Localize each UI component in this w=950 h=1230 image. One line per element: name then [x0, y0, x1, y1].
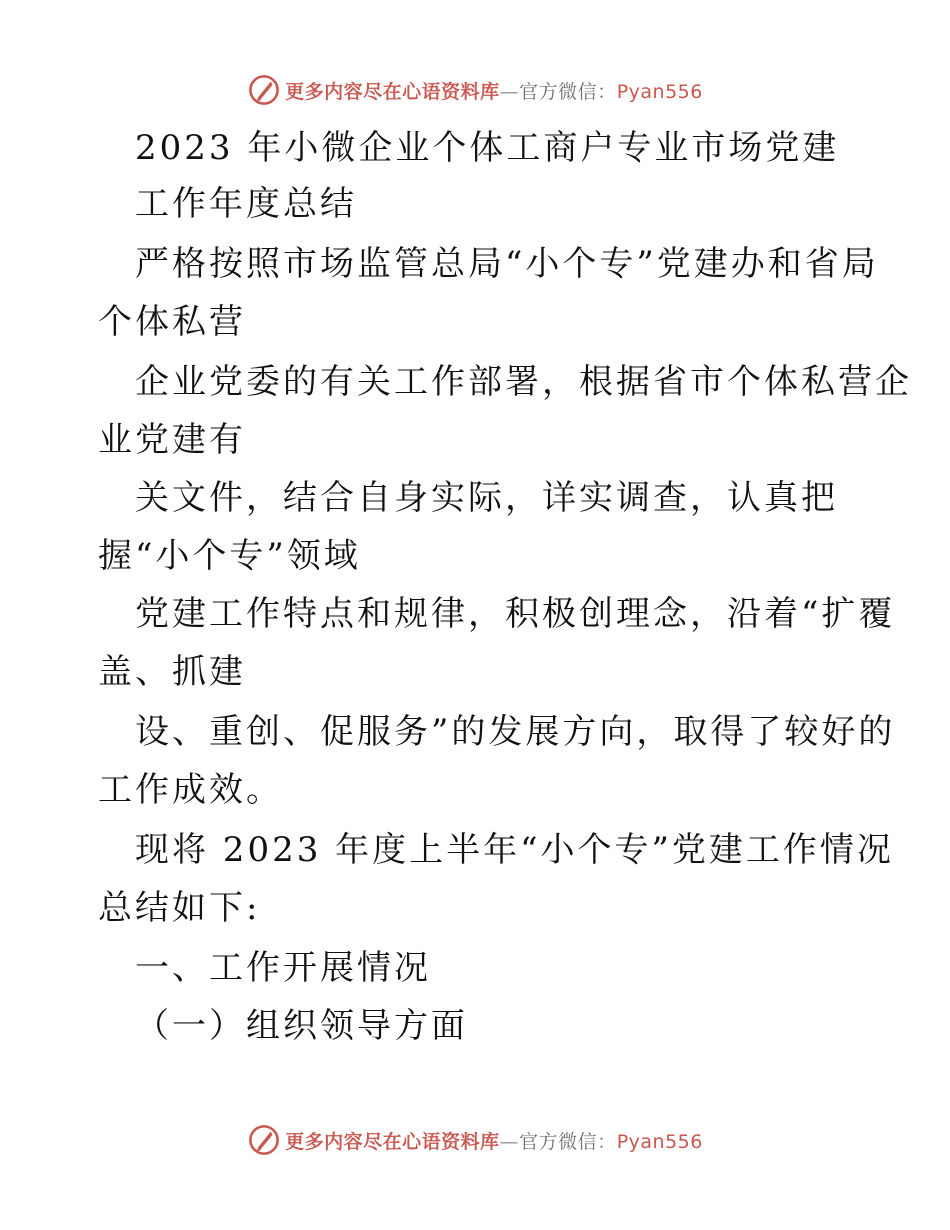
- paragraph-line: 盖、抓建: [98, 652, 246, 692]
- watermark-site: 更多内容尽在心语资料库: [285, 1130, 500, 1153]
- paragraph-line: 现将 2023 年度上半年“小个专”党建工作情况: [135, 830, 894, 870]
- paragraph-line: 工作成效。: [98, 770, 283, 810]
- paragraph-line: 企业党委的有关工作部署，根据省市个体私营企: [135, 362, 912, 402]
- watermark-separator: —: [499, 1130, 520, 1153]
- section-heading: 一、工作开展情况: [135, 948, 431, 988]
- doc-title-line-1: 2023 年小微企业个体工商户专业市场党建: [135, 128, 840, 168]
- paragraph-line: 总结如下:: [98, 888, 261, 928]
- watermark-site: 更多内容尽在心语资料库: [285, 80, 500, 103]
- quill-logo-icon: [247, 1123, 281, 1157]
- quill-logo-icon: [247, 73, 281, 107]
- header-watermark: [0, 70, 950, 110]
- subsection-heading: （一）组织领导方面: [135, 1006, 468, 1046]
- doc-title-line-2: 工作年度总结: [135, 184, 357, 224]
- paragraph-line: 党建工作特点和规律，积极创理念，沿着“扩覆: [135, 594, 896, 634]
- paragraph-line: 严格按照市场监管总局“小个专”党建办和省局: [135, 244, 879, 284]
- paragraph-line: 业党建有: [98, 420, 246, 460]
- paragraph-line: 设、重创、促服务”的发展方向，取得了较好的: [135, 712, 896, 752]
- watermark-label: 官方微信：: [519, 1130, 617, 1153]
- watermark-label: 官方微信：: [519, 80, 617, 103]
- footer-watermark: [0, 1120, 950, 1160]
- paragraph-line: 握“小个专”领域: [98, 536, 361, 576]
- paragraph-line: 关文件，结合自身实际，详实调查，认真把: [135, 478, 838, 518]
- paragraph-line: 个体私营: [98, 302, 246, 342]
- watermark-account: Pyan556: [616, 80, 703, 103]
- watermark-account: Pyan556: [616, 1130, 703, 1153]
- watermark-separator: —: [499, 80, 520, 103]
